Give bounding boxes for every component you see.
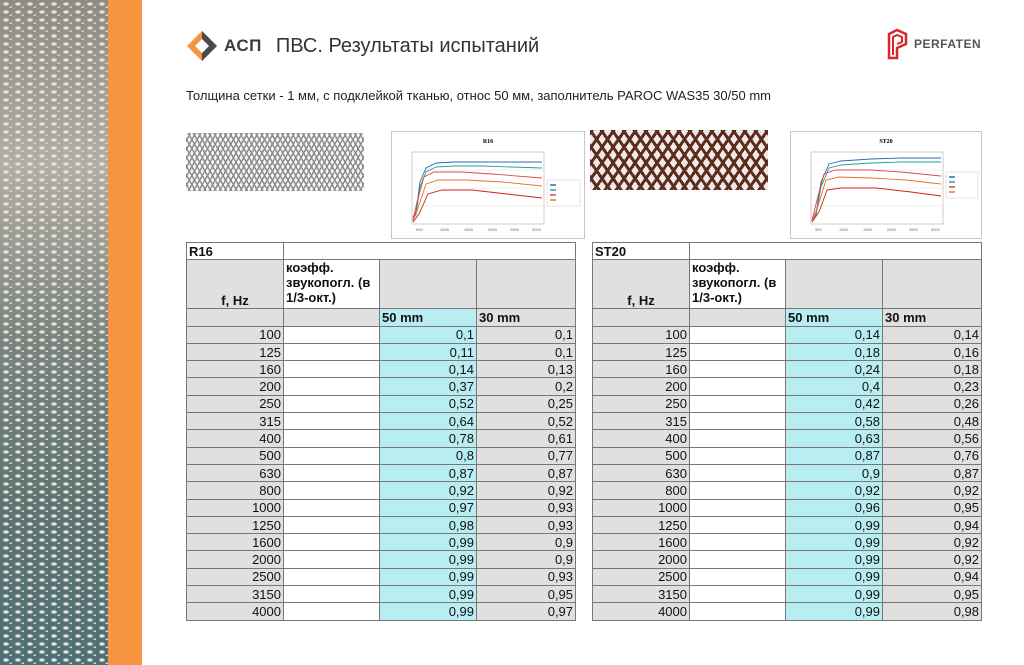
value-50mm-cell: 0,52	[380, 395, 477, 412]
value-30mm-cell: 0,2	[477, 378, 576, 395]
value-30mm-cell: 0,14	[883, 326, 982, 343]
empty-cell	[690, 413, 786, 430]
table-row	[187, 464, 576, 481]
value-50mm-cell: 0,63	[786, 430, 883, 447]
column-header-coefficient: коэфф. звукопогл. (в 1/3-окт.)	[690, 260, 786, 309]
frequency-cell: 2000	[187, 551, 284, 568]
svg-text:500: 500	[416, 227, 423, 232]
value-30mm-cell: 0,9	[477, 534, 576, 551]
empty-cell	[690, 586, 786, 603]
table-row	[593, 413, 982, 430]
decorative-mesh-photo	[0, 0, 108, 665]
perfaten-logo	[886, 28, 981, 60]
value-50mm-cell: 0,78	[380, 430, 477, 447]
frequency-cell: 125	[187, 343, 284, 360]
value-30mm-cell: 0,93	[477, 568, 576, 585]
value-30mm-cell: 0,48	[883, 413, 982, 430]
value-50mm-cell: 0,99	[380, 603, 477, 620]
table-row	[593, 568, 982, 585]
value-50mm-cell: 0,87	[786, 447, 883, 464]
svg-text:1000: 1000	[839, 227, 848, 232]
empty-cell	[690, 551, 786, 568]
table-row	[593, 516, 982, 533]
frequency-cell: 3150	[187, 586, 284, 603]
table-row	[593, 395, 982, 412]
frequency-cell: 1600	[187, 534, 284, 551]
table-row	[593, 430, 982, 447]
value-30mm-cell: 0,94	[883, 568, 982, 585]
empty-cell	[690, 482, 786, 499]
table-row	[593, 361, 982, 378]
st20-results-table	[592, 242, 982, 621]
svg-text:500: 500	[815, 227, 822, 232]
empty-cell	[284, 464, 380, 481]
empty-cell	[284, 413, 380, 430]
frequency-cell: 200	[593, 378, 690, 395]
st20-mesh-image	[590, 130, 768, 190]
value-50mm-cell: 0,99	[380, 534, 477, 551]
value-50mm-cell: 0,11	[380, 343, 477, 360]
table-row	[593, 378, 982, 395]
frequency-cell: 400	[593, 430, 690, 447]
empty-cell	[690, 534, 786, 551]
value-30mm-cell: 0,95	[883, 499, 982, 516]
svg-text:2000: 2000	[887, 227, 896, 232]
frequency-cell: 500	[593, 447, 690, 464]
value-50mm-cell: 0,64	[380, 413, 477, 430]
value-30mm-cell: 0,92	[477, 482, 576, 499]
empty-cell	[284, 534, 380, 551]
empty-cell	[284, 586, 380, 603]
frequency-cell: 1000	[187, 499, 284, 516]
empty-cell	[284, 326, 380, 343]
value-50mm-cell: 0,99	[786, 551, 883, 568]
value-50mm-cell: 0,97	[380, 499, 477, 516]
table-row	[187, 586, 576, 603]
table-row	[593, 447, 982, 464]
value-50mm-cell: 0,9	[786, 464, 883, 481]
value-30mm-cell: 0,95	[883, 586, 982, 603]
page-title: ПВС. Результаты испытаний	[275, 34, 540, 57]
frequency-cell: 800	[187, 482, 284, 499]
frequency-cell: 125	[593, 343, 690, 360]
column-header-frequency: f, Hz	[593, 260, 690, 309]
frequency-cell: 1000	[593, 499, 690, 516]
value-30mm-cell: 0,23	[883, 378, 982, 395]
svg-text:1500: 1500	[464, 227, 473, 232]
value-30mm-cell: 0,95	[477, 586, 576, 603]
value-50mm-cell: 0,92	[786, 482, 883, 499]
r16-results-table	[186, 242, 576, 621]
value-50mm-cell: 0,37	[380, 378, 477, 395]
svg-text:3000: 3000	[931, 227, 940, 232]
test-conditions-subtitle: Толщина сетки - 1 мм, с подклейкой тканью, относ 50 мм, заполнитель PAROC WAS35 30/50 mm	[186, 88, 771, 103]
empty-cell	[284, 395, 380, 412]
table-row	[593, 499, 982, 516]
orange-accent-bar	[108, 0, 142, 665]
table-row	[187, 361, 576, 378]
empty-cell	[284, 551, 380, 568]
column-header-30mm: 30 mm	[477, 309, 576, 326]
table-name: ST20	[593, 243, 690, 260]
frequency-cell: 250	[593, 395, 690, 412]
r16-chart-title: R16	[482, 139, 494, 145]
empty-cell	[284, 430, 380, 447]
value-50mm-cell: 0,99	[786, 534, 883, 551]
value-30mm-cell: 0,18	[883, 361, 982, 378]
value-50mm-cell: 0,1	[380, 326, 477, 343]
value-50mm-cell: 0,99	[380, 586, 477, 603]
asp-logo	[186, 30, 262, 62]
value-50mm-cell: 0,58	[786, 413, 883, 430]
value-30mm-cell: 0,1	[477, 343, 576, 360]
svg-text:1000: 1000	[440, 227, 449, 232]
empty-cell	[690, 378, 786, 395]
column-header-50mm: 50 mm	[380, 309, 477, 326]
value-30mm-cell: 0,94	[883, 516, 982, 533]
table-row	[593, 551, 982, 568]
frequency-cell: 315	[593, 413, 690, 430]
value-50mm-cell: 0,96	[786, 499, 883, 516]
table-row	[187, 430, 576, 447]
table-row	[187, 516, 576, 533]
value-30mm-cell: 0,52	[477, 413, 576, 430]
table-row	[187, 534, 576, 551]
value-30mm-cell: 0,92	[883, 482, 982, 499]
empty-cell	[284, 499, 380, 516]
table-row	[187, 447, 576, 464]
empty-cell	[284, 378, 380, 395]
empty-cell	[690, 395, 786, 412]
value-50mm-cell: 0,99	[786, 586, 883, 603]
frequency-cell: 2500	[593, 568, 690, 585]
r16-absorption-chart	[391, 131, 585, 239]
table-row	[187, 378, 576, 395]
value-50mm-cell: 0,14	[380, 361, 477, 378]
table-row	[593, 343, 982, 360]
value-30mm-cell: 0,56	[883, 430, 982, 447]
value-50mm-cell: 0,99	[380, 568, 477, 585]
empty-cell	[284, 482, 380, 499]
frequency-cell: 400	[187, 430, 284, 447]
frequency-cell: 4000	[187, 603, 284, 620]
value-30mm-cell: 0,16	[883, 343, 982, 360]
table-row	[187, 395, 576, 412]
value-30mm-cell: 0,93	[477, 516, 576, 533]
empty-cell	[284, 568, 380, 585]
asp-logo-icon	[186, 30, 218, 62]
asp-logo-text: АСП	[224, 36, 262, 55]
svg-text:2500: 2500	[510, 227, 519, 232]
empty-cell	[284, 516, 380, 533]
frequency-cell: 250	[187, 395, 284, 412]
value-50mm-cell: 0,42	[786, 395, 883, 412]
value-30mm-cell: 0,87	[477, 464, 576, 481]
frequency-cell: 160	[187, 361, 284, 378]
svg-text:2500: 2500	[909, 227, 918, 232]
value-30mm-cell: 0,26	[883, 395, 982, 412]
perfaten-logo-text: PERFATEN	[914, 37, 982, 51]
value-50mm-cell: 0,98	[380, 516, 477, 533]
frequency-cell: 1250	[187, 516, 284, 533]
table-row	[187, 568, 576, 585]
table-row	[593, 326, 982, 343]
empty-cell	[690, 464, 786, 481]
value-50mm-cell: 0,4	[786, 378, 883, 395]
table-row	[187, 482, 576, 499]
empty-cell	[690, 499, 786, 516]
empty-cell	[690, 326, 786, 343]
frequency-cell: 800	[593, 482, 690, 499]
table-name: R16	[187, 243, 284, 260]
value-50mm-cell: 0,99	[786, 603, 883, 620]
empty-cell	[284, 361, 380, 378]
column-header-frequency: f, Hz	[187, 260, 284, 309]
table-row	[187, 603, 576, 620]
frequency-cell: 4000	[593, 603, 690, 620]
table-row	[593, 482, 982, 499]
table-row	[187, 343, 576, 360]
value-30mm-cell: 0,13	[477, 361, 576, 378]
frequency-cell: 500	[187, 447, 284, 464]
value-50mm-cell: 0,14	[786, 326, 883, 343]
value-50mm-cell: 0,99	[380, 551, 477, 568]
empty-cell	[690, 430, 786, 447]
value-50mm-cell: 0,8	[380, 447, 477, 464]
perfaten-logo-icon	[886, 28, 910, 60]
table-row	[593, 603, 982, 620]
empty-cell	[690, 361, 786, 378]
table-row	[187, 551, 576, 568]
value-50mm-cell: 0,99	[786, 568, 883, 585]
svg-text:1500: 1500	[863, 227, 872, 232]
value-30mm-cell: 0,93	[477, 499, 576, 516]
empty-cell	[284, 603, 380, 620]
frequency-cell: 2000	[593, 551, 690, 568]
value-30mm-cell: 0,92	[883, 551, 982, 568]
empty-cell	[284, 447, 380, 464]
frequency-cell: 100	[187, 326, 284, 343]
value-30mm-cell: 0,92	[883, 534, 982, 551]
frequency-cell: 3150	[593, 586, 690, 603]
empty-cell	[690, 516, 786, 533]
empty-cell	[690, 343, 786, 360]
table-row	[593, 464, 982, 481]
r16-mesh-image	[186, 133, 364, 191]
value-50mm-cell: 0,18	[786, 343, 883, 360]
svg-text:2000: 2000	[488, 227, 497, 232]
st20-chart-title: ST20	[879, 139, 893, 145]
empty-cell	[284, 343, 380, 360]
frequency-cell: 100	[593, 326, 690, 343]
column-header-coefficient: коэфф. звукопогл. (в 1/3-окт.)	[284, 260, 380, 309]
frequency-cell: 1250	[593, 516, 690, 533]
frequency-cell: 630	[593, 464, 690, 481]
frequency-cell: 160	[593, 361, 690, 378]
frequency-cell: 1600	[593, 534, 690, 551]
value-30mm-cell: 0,77	[477, 447, 576, 464]
value-30mm-cell: 0,61	[477, 430, 576, 447]
table-row	[187, 413, 576, 430]
value-30mm-cell: 0,1	[477, 326, 576, 343]
value-30mm-cell: 0,87	[883, 464, 982, 481]
page-header	[186, 28, 539, 64]
value-50mm-cell: 0,92	[380, 482, 477, 499]
value-50mm-cell: 0,99	[786, 516, 883, 533]
frequency-cell: 2500	[187, 568, 284, 585]
empty-cell	[690, 447, 786, 464]
value-30mm-cell: 0,9	[477, 551, 576, 568]
table-row	[593, 534, 982, 551]
empty-cell	[690, 568, 786, 585]
value-30mm-cell: 0,97	[477, 603, 576, 620]
empty-cell	[690, 603, 786, 620]
table-row	[187, 499, 576, 516]
value-50mm-cell: 0,87	[380, 464, 477, 481]
value-50mm-cell: 0,24	[786, 361, 883, 378]
table-row	[187, 326, 576, 343]
frequency-cell: 630	[187, 464, 284, 481]
value-30mm-cell: 0,76	[883, 447, 982, 464]
svg-text:3000: 3000	[532, 227, 541, 232]
value-30mm-cell: 0,25	[477, 395, 576, 412]
frequency-cell: 315	[187, 413, 284, 430]
st20-absorption-chart	[790, 131, 982, 239]
value-30mm-cell: 0,98	[883, 603, 982, 620]
frequency-cell: 200	[187, 378, 284, 395]
table-row	[593, 586, 982, 603]
column-header-30mm: 30 mm	[883, 309, 982, 326]
column-header-50mm: 50 mm	[786, 309, 883, 326]
